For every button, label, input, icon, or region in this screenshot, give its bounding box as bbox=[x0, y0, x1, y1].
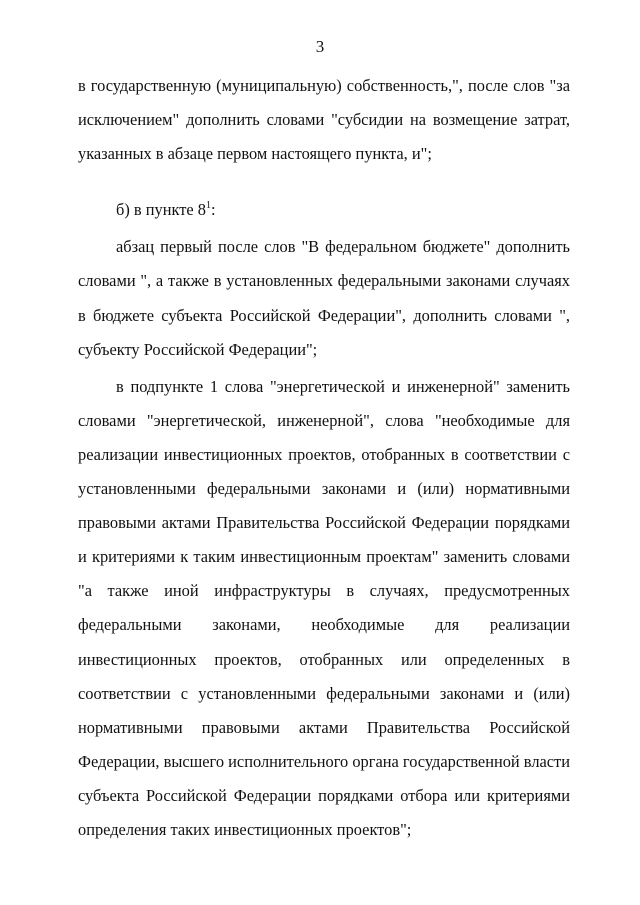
paragraph-2-superscript: 1 bbox=[205, 200, 211, 212]
document-body bbox=[78, 69, 570, 847]
page-number: 3 bbox=[315, 37, 325, 56]
paragraph-2 bbox=[78, 193, 570, 227]
paragraph-2-suffix: : bbox=[210, 200, 216, 220]
paragraph-3: абзац первый после слов "В федеральном бюджете" дополнить словами ", а также в установленных федеральными законами случаях в бюджете субъекта Российской Федерации", дополнить словами ", субъекту Российской Федерации"; bbox=[78, 237, 570, 359]
paragraph-2-text: б) в пункте 8 bbox=[116, 200, 206, 220]
paragraph-4: в подпункте 1 слова "энергетической и инженерной" заменить словами "энергетической, инженерной", слова "необходимые для реализации инвестиционных проектов, отобранных в соответствии с установленными федеральными законами и (или) нормативными правовыми актами Правительства Российской Федерации порядками и критериями к таким инвестиционным проектам" заменить словами "а также иной инфраструктуры в случаях, предусмотренных федеральными законами, необходимые для реализации инвестиционных проектов, отобранных или определенных в соответствии с установленными федеральными законами и (или) нормативными правовыми актами Правительства Российской Федерации, высшего исполнительного органа государственной власти субъекта Российской Федерации порядками отбора или критериями определения таких инвестиционных проектов"; bbox=[78, 376, 570, 839]
paragraph-1: в государственную (муниципальную) собственность,", после слов "за исключением" дополнить словами "субсидии на возмещение затрат, указанных в абзаце первом настоящего пункта, и"; bbox=[78, 76, 570, 164]
